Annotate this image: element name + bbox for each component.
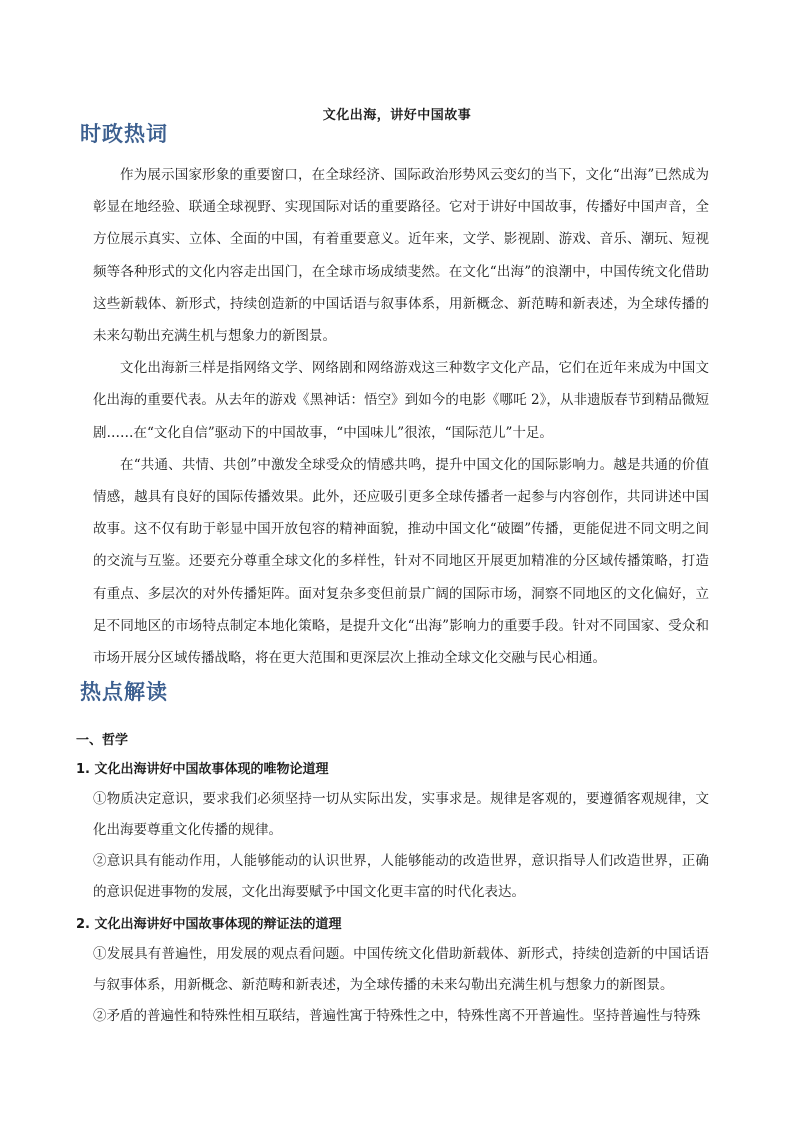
list-item: ①物质决定意识，要求我们必须坚持一切从实际出发，实事求是。规律是客观的，要遵循客观规律，文化出海要尊重文化传播的规律。 — [93, 791, 709, 838]
paragraph: 作为展示国家形象的重要窗口，在全球经济、国际政治形势风云变幻的当下，文化“出海”已然成为彰显在地经验、联通全球视野、实现国际对话的重要路径。它对于讲好中国故事，传播好中国声音，全方位展示真实、立体、全面的中国，有着重要意义。近年来，文学、影视剧、游戏、音乐、潮玩、短视频等各种形式的文化内容走出国门，在全球市场成绩斐然。在文化“出海”的浪潮中，中国传统文化借助这些新载体、新形式，持续创造新的中国话语与叙事体系，用新概念、新范畴和新表述，为全球传播的未来勾勒出充满生机与想象力的新图景。 — [93, 167, 709, 345]
hot-words-body — [93, 159, 709, 674]
paragraph: 文化出海新三样是指网络文学、网络剧和网络游戏这三种数字文化产品，它们在近年来成为中国文化出海的重要代表。从去年的游戏《黑神话：悟空》到如今的电影《哪吒 2》，从非遗版春节到精品微短剧……在“文化自信”驱动下的中国故事，“中国味儿”很浓，“国际范儿”十足。 — [93, 360, 709, 441]
section-heading-hot-words: 时政热词 — [80, 122, 168, 146]
section-heading-interpretation: 热点解读 — [80, 680, 168, 704]
item-heading-materialism: 1. 文化出海讲好中国故事体现的唯物论道理 — [76, 762, 329, 777]
list-item: ②矛盾的普遍性和特殊性相互联结，普遍性寓于特殊性之中，特殊性离不开普遍性。坚持普遍性与特殊 — [93, 1008, 701, 1024]
item-body-materialism — [93, 784, 709, 908]
document-title: 文化出海，讲好中国故事 — [322, 108, 472, 123]
list-item: ①发展具有普遍性，用发展的观点看问题。中国传统文化借助新载体、新形式，持续创造新的中国话语与叙事体系，用新概念、新范畴和新表述，为全球传播的未来勾勒出充满生机与想象力的新图景。 — [93, 946, 709, 993]
subheading-philosophy: 一、哲学 — [76, 733, 129, 748]
paragraph: 在“共通、共情、共创”中激发全球受众的情感共鸣，提升中国文化的国际影响力。越是共通的价值情感，越具有良好的国际传播效果。此外，还应吸引更多全球传播者一起参与内容创作，共同讲述中国故事。这不仅有助于彰显中国开放包容的精神面貌，推动中国文化“破圈”传播，更能促进不同文明之间的交流与互鉴。还要充分尊重全球文化的多样性，针对不同地区开展更加精准的分区域传播策略，打造有重点、多层次的对外传播矩阵。面对复杂多变但前景广阔的国际市场，洞察不同地区的文化偏好，立足不同地区的市场特点制定本地化策略，是提升文化“出海”影响力的重要手段。针对不同国家、受众和市场开展分区域传播战略，将在更大范围和更深层次上推动全球文化交融与民心相通。 — [93, 456, 709, 667]
item-heading-dialectics: 2. 文化出海讲好中国故事体现的辩证法的道理 — [76, 917, 342, 932]
item-body-dialectics — [93, 939, 709, 1032]
list-item: ②意识具有能动作用，人能够能动的认识世界，人能够能动的改造世界，意识指导人们改造世界，正确的意识促进事物的发展，文化出海要赋予中国文化更丰富的时代化表达。 — [93, 853, 709, 900]
